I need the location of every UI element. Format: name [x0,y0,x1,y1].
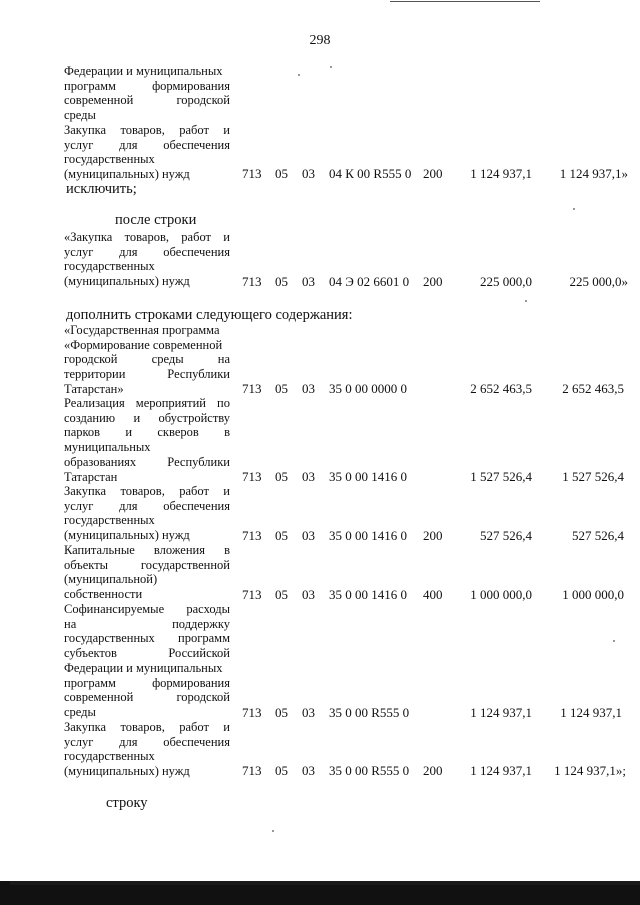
ministry-code: 713 [242,469,262,484]
desc-line: услуг для обеспечения [64,498,230,513]
table-row-description [64,230,230,289]
desc-line: Реализация мероприятий по [64,396,230,410]
amount-year-2: 2 652 463,5 [562,381,624,396]
table-row-description [64,323,230,397]
subsection-code: 03 [302,528,315,543]
subsection-code: 03 [302,469,315,484]
desc-line: государственных [64,749,155,764]
ministry-code: 713 [242,381,262,396]
amount-year-2: 1 527 526,4 [562,469,624,484]
amount-year-2: 1 124 937,1 [560,705,622,720]
amount-year-1: 2 652 463,5 [470,381,532,396]
subsection-code: 03 [302,274,315,289]
desc-line: городской среды на [64,352,230,367]
desc-line: парков и скверов в [64,425,230,440]
desc-line: Татарстан» [64,381,124,396]
ministry-code: 713 [242,587,262,602]
subsection-code: 03 [302,166,315,181]
desc-line: муниципальных [64,440,151,455]
desc-line: современной городской [64,690,230,705]
desc-line: услуг для обеспечения [64,137,230,152]
amount-year-2: 527 526,4 [572,528,624,543]
desc-line: на поддержку [64,616,230,631]
amount-year-1: 225 000,0 [480,274,532,289]
instruction-after-row: после строки [115,212,197,228]
ministry-code: 713 [242,705,262,720]
desc-line: «Государственная программа [64,323,220,337]
table-row-description [64,396,230,484]
amount-year-1: 1 527 526,4 [470,469,532,484]
table-row-description [64,602,230,720]
desc-line: субъектов Российской [64,646,230,661]
desc-line: Капитальные вложения в [64,543,230,557]
row-description-continued [64,64,230,123]
scan-speck [330,66,332,68]
target-article-code: 35 0 00 R555 0 [329,763,410,778]
target-article-code: 04 К 00 R555 0 [329,166,412,181]
desc-line: среды [64,108,96,123]
table-row-description [64,543,230,602]
target-article-code: 04 Э 02 6601 0 [329,274,410,289]
desc-line: Софинансируемые расходы [64,602,230,616]
instruction-add-rows: дополнить строками следующего содержания: [66,307,353,323]
amount-year-1: 1 124 937,1 [470,705,532,720]
section-code: 05 [275,381,288,396]
desc-line: услуг для обеспечения [64,244,230,259]
target-article-code: 35 0 00 1416 0 [329,587,407,602]
desc-line: собственности [64,587,143,602]
amount-year-2: 1 124 937,1» [559,166,628,181]
desc-line: Татарстан [64,469,118,484]
scan-speck [298,74,300,76]
desc-line: Закупка товаров, работ и [64,484,230,498]
target-article-code: 35 0 00 1416 0 [329,469,407,484]
desc-line: современной городской [64,93,230,108]
ministry-code: 713 [242,763,262,778]
desc-line: программ формирования [64,675,230,690]
desc-line: образованиях Республики [64,454,230,469]
amount-year-1: 527 526,4 [480,528,532,543]
section-code: 05 [275,528,288,543]
expense-type-code: 200 [423,763,443,778]
section-code: 05 [275,587,288,602]
section-code: 05 [275,274,288,289]
desc-line: услуг для обеспечения [64,734,230,749]
desc-line: (муниципальной) [64,572,158,587]
desc-line: государственных программ [64,631,230,646]
table-row-description [64,484,230,543]
desc-line: среды [64,704,96,719]
target-article-code: 35 0 00 1416 0 [329,528,407,543]
desc-line: государственных [64,259,155,274]
subsection-code: 03 [302,587,315,602]
amount-year-1: 1 124 937,1 [470,763,532,778]
table-row-description [64,123,230,182]
section-code: 05 [275,166,288,181]
scan-bottom-edge-highlight [10,881,640,885]
expense-type-code: 200 [423,274,443,289]
scan-speck [613,640,615,642]
desc-line: территории Республики [64,367,230,382]
scan-speck [272,830,274,832]
section-code: 05 [275,705,288,720]
scan-speck [525,300,527,302]
scan-speck [573,208,575,210]
instruction-exclude: исключить; [66,181,137,197]
desc-line: Федерации и муниципальных [64,660,223,675]
section-code: 05 [275,469,288,484]
subsection-code: 03 [302,381,315,396]
expense-type-code: 200 [423,528,443,543]
desc-line: (муниципальных) нужд [64,167,190,182]
desc-line: созданию и обустройству [64,410,230,425]
desc-line: программ формирования [64,78,230,93]
amount-year-2: 225 000,0» [569,274,628,289]
ministry-code: 713 [242,274,262,289]
page-number: 298 [309,33,331,48]
desc-line: объекты государственной [64,557,230,572]
ministry-code: 713 [242,528,262,543]
desc-line: государственных [64,152,155,167]
subsection-code: 03 [302,705,315,720]
target-article-code: 35 0 00 R555 0 [329,705,410,720]
desc-line: Закупка товаров, работ и [64,720,230,734]
amount-year-2: 1 000 000,0 [562,587,624,602]
subsection-code: 03 [302,763,315,778]
scan-bottom-edge [0,881,640,905]
instruction-row: строку [106,795,148,811]
amount-year-1: 1 124 937,1 [470,166,532,181]
amount-year-1: 1 000 000,0 [470,587,532,602]
ministry-code: 713 [242,166,262,181]
table-row-description [64,720,230,779]
desc-line: Закупка товаров, работ и [64,123,230,137]
desc-line: (муниципальных) нужд [64,764,190,779]
scan-top-line [390,1,540,2]
expense-type-code: 400 [423,587,443,602]
desc-line: «Формирование современной [64,337,223,352]
amount-year-2: 1 124 937,1»; [554,763,626,778]
target-article-code: 35 0 00 0000 0 [329,381,407,396]
desc-line: (муниципальных) нужд [64,274,190,289]
expense-type-code: 200 [423,166,443,181]
section-code: 05 [275,763,288,778]
desc-line: (муниципальных) нужд [64,528,190,543]
desc-line: Федерации и муниципальных [64,64,223,78]
desc-line: государственных [64,513,155,528]
desc-line: «Закупка товаров, работ и [64,230,230,244]
